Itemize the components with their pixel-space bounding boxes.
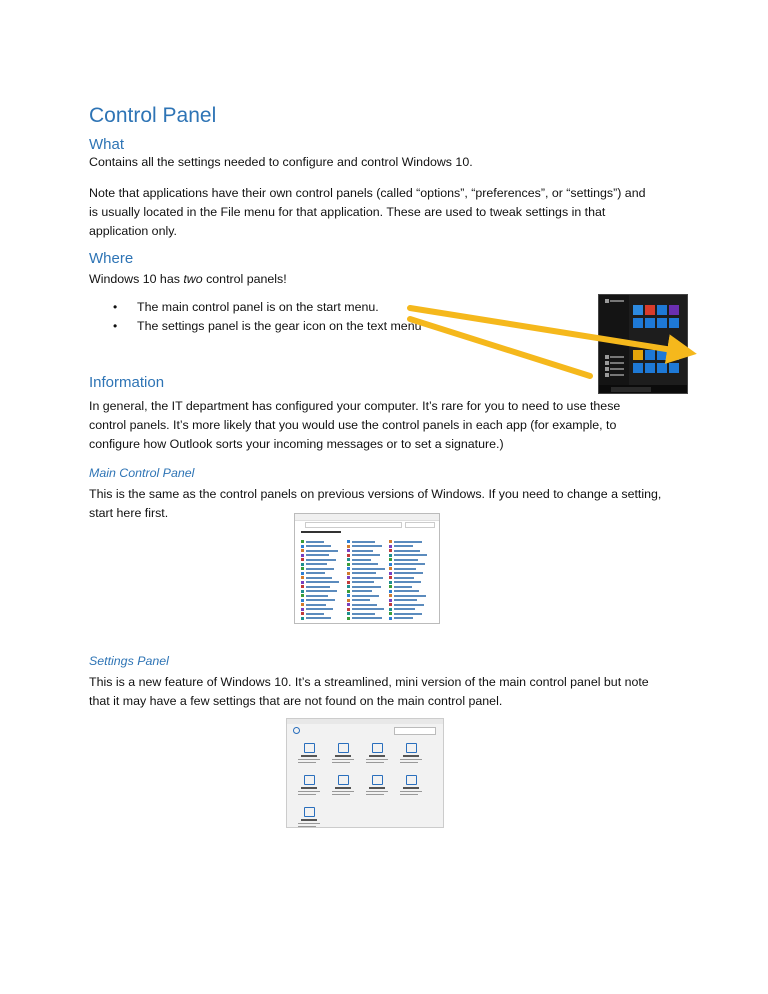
what-paragraph-2-line-3: application only.: [89, 224, 177, 238]
cp-item-icon: [301, 572, 304, 575]
cp-item-label: [394, 608, 415, 610]
cp-item-label: [306, 608, 333, 610]
cp-item-label: [352, 541, 375, 543]
main-cp-line-1: This is the same as the control panels on previous versions of Windows. If you need to change a setting,: [89, 487, 662, 501]
cp-item-label: [394, 568, 416, 570]
cp-item-icon: [301, 581, 304, 584]
page-title: Control Panel: [89, 104, 217, 127]
settings-category-icon: [304, 807, 315, 817]
information-line-1: In general, the IT department has configured your computer. It’s rare for you to need to use these: [89, 399, 621, 413]
cp-item-icon: [347, 608, 350, 611]
cp-item-label: [306, 563, 327, 565]
cp-item-icon: [347, 567, 350, 570]
cp-item-icon: [347, 599, 350, 602]
settings-category-label: [301, 819, 317, 821]
settings-category-description: [298, 762, 316, 763]
cp-item-icon: [389, 545, 392, 548]
cp-item-label: [352, 563, 378, 565]
settings-category-description: [298, 794, 316, 795]
cp-item-label: [394, 590, 419, 592]
settings-category-label: [403, 787, 419, 789]
cp-item-label: [394, 586, 412, 588]
cp-item-label: [306, 617, 331, 619]
cp-item-icon: [389, 567, 392, 570]
cp-item-icon: [389, 599, 392, 602]
cp-item-label: [306, 577, 332, 579]
settings-category-description: [400, 762, 418, 763]
cp-item-label: [394, 559, 418, 561]
taskbar-search: [611, 387, 651, 392]
cp-item-label: [306, 604, 326, 606]
settings-category-icon: [406, 775, 417, 785]
taskbar: [599, 385, 687, 393]
settings-category-description: [366, 762, 384, 763]
cp-item-icon: [389, 540, 392, 543]
cp-item-label: [394, 581, 421, 583]
cp-item-icon: [347, 617, 350, 620]
cp-item-label: [394, 617, 413, 619]
cp-item-icon: [301, 558, 304, 561]
cp-item-label: [306, 572, 325, 574]
where-intro-after: control panels!: [202, 272, 287, 286]
cp-item-label: [352, 613, 375, 615]
settings-category-icon: [304, 775, 315, 785]
cp-item-label: [306, 568, 334, 570]
cp-item-icon: [347, 590, 350, 593]
settings-category-description: [400, 794, 418, 795]
cp-item-icon: [389, 576, 392, 579]
cp-item-icon: [347, 603, 350, 606]
settings-category-description: [366, 794, 384, 795]
window-titlebar: [295, 514, 439, 521]
cp-item-label: [394, 595, 426, 597]
cp-item-label: [306, 550, 338, 552]
cp-item-label: [352, 545, 382, 547]
settings-search-box: [394, 727, 436, 735]
cp-item-icon: [301, 567, 304, 570]
section-heading-information: Information: [89, 374, 165, 391]
cp-item-icon: [301, 590, 304, 593]
settings-category-description: [366, 759, 388, 760]
cp-item-icon: [389, 563, 392, 566]
cp-item-label: [306, 541, 324, 543]
cp-item-icon: [347, 554, 350, 557]
cp-item-icon: [301, 617, 304, 620]
settings-category-icon: [338, 775, 349, 785]
settings-category-icon: [372, 775, 383, 785]
cp-item-icon: [389, 558, 392, 561]
cp-item-icon: [301, 554, 304, 557]
section-heading-where: Where: [89, 250, 134, 267]
cp-item-icon: [389, 572, 392, 575]
cp-item-icon: [389, 590, 392, 593]
cp-item-icon: [389, 608, 392, 611]
cp-item-icon: [347, 594, 350, 597]
cp-item-icon: [389, 612, 392, 615]
cp-item-label: [306, 595, 328, 597]
address-bar: [305, 522, 402, 528]
cp-item-label: [306, 590, 337, 592]
cp-item-icon: [389, 603, 392, 606]
cp-item-label: [352, 577, 383, 579]
cp-item-label: [352, 590, 372, 592]
cp-item-icon: [389, 581, 392, 584]
window-titlebar: [287, 719, 443, 724]
cp-item-label: [306, 554, 329, 556]
cp-item-label: [352, 595, 379, 597]
settings-category-description: [298, 791, 320, 792]
settings-line-1: This is a new feature of Windows 10. It’s a streamlined, mini version of the main control panel but note: [89, 675, 649, 689]
where-intro-before: Windows 10 has: [89, 272, 184, 286]
cp-item-label: [394, 577, 414, 579]
settings-category-label: [301, 755, 317, 757]
cp-item-icon: [347, 563, 350, 566]
cp-item-label: [306, 586, 330, 588]
cp-item-icon: [347, 572, 350, 575]
cp-item-label: [394, 599, 417, 601]
where-bullet-list: [113, 298, 421, 336]
cp-item-icon: [301, 549, 304, 552]
settings-category-description: [332, 791, 354, 792]
settings-category-description: [366, 791, 388, 792]
settings-category-description: [332, 762, 350, 763]
cp-item-label: [352, 568, 385, 570]
subheading-settings-panel: Settings Panel: [89, 654, 169, 668]
cp-item-icon: [301, 576, 304, 579]
subheading-main-control-panel: Main Control Panel: [89, 466, 195, 480]
arrows-overlay: [400, 300, 700, 380]
cp-item-label: [394, 550, 420, 552]
settings-category-icon: [372, 743, 383, 753]
cp-item-label: [352, 604, 377, 606]
cp-item-icon: [301, 585, 304, 588]
gear-icon: [293, 727, 300, 734]
information-line-2: control panels. It’s more likely that you would use the control panels in each app (for example, to: [89, 418, 617, 432]
settings-category-icon: [304, 743, 315, 753]
cp-item-label: [394, 545, 413, 547]
cp-item-icon: [301, 540, 304, 543]
cp-item-icon: [347, 558, 350, 561]
cp-item-icon: [347, 545, 350, 548]
settings-line-2: that it may have a few settings that are not found on the main control panel.: [89, 694, 503, 708]
settings-category-description: [332, 759, 354, 760]
cp-item-icon: [301, 599, 304, 602]
search-box: [405, 522, 435, 528]
settings-category-icon: [406, 743, 417, 753]
cp-item-icon: [389, 554, 392, 557]
main-cp-line-2: start here first.: [89, 506, 169, 520]
cp-item-label: [352, 608, 384, 610]
settings-screenshot: [286, 718, 444, 828]
settings-category-description: [400, 759, 422, 760]
cp-item-icon: [389, 617, 392, 620]
cp-item-icon: [301, 545, 304, 548]
settings-category-description: [298, 823, 320, 824]
settings-category-label: [335, 755, 351, 757]
cp-item-icon: [301, 612, 304, 615]
what-paragraph-1: Contains all the settings needed to configure and control Windows 10.: [89, 155, 473, 169]
information-line-3: configure how Outlook sorts your incoming messages or to set a signature.): [89, 437, 504, 451]
cp-item-label: [352, 599, 370, 601]
what-paragraph-2-line-1: Note that applications have their own control panels (called “options”, “preferences”, or “settings”) and: [89, 186, 646, 200]
cp-item-icon: [347, 576, 350, 579]
cp-item-label: [306, 559, 336, 561]
cp-item-label: [394, 572, 423, 574]
cp-item-label: [352, 559, 371, 561]
settings-category-description: [332, 794, 350, 795]
cp-item-label: [352, 586, 381, 588]
arrow-to-gear: [410, 319, 590, 376]
cp-item-icon: [347, 585, 350, 588]
settings-category-label: [335, 787, 351, 789]
cp-item-label: [394, 554, 427, 556]
what-paragraph-2-line-2: is usually located in the File menu for that application. These are used to tweak settings in that: [89, 205, 606, 219]
list-item: • The main control panel is on the start menu.: [113, 298, 421, 317]
cp-item-label: [352, 554, 380, 556]
cp-item-label: [394, 604, 424, 606]
settings-category-label: [369, 787, 385, 789]
where-intro: [89, 270, 287, 289]
cp-item-label: [352, 617, 382, 619]
cp-item-icon: [347, 540, 350, 543]
cp-item-icon: [347, 549, 350, 552]
cp-item-label: [306, 599, 335, 601]
cp-item-icon: [389, 585, 392, 588]
cp-item-label: [352, 572, 376, 574]
cp-item-label: [394, 613, 422, 615]
settings-category-label: [369, 755, 385, 757]
settings-category-icon: [338, 743, 349, 753]
settings-category-description: [400, 791, 422, 792]
list-item: • The settings panel is the gear icon on the text menu: [113, 317, 421, 336]
section-heading-what: What: [89, 136, 125, 153]
where-intro-emphasis: two: [183, 272, 203, 286]
cp-item-label: [394, 541, 422, 543]
settings-category-label: [301, 787, 317, 789]
cp-item-label: [306, 581, 339, 583]
cp-item-label: [394, 563, 425, 565]
cp-item-label: [306, 545, 331, 547]
cp-item-label: [306, 613, 324, 615]
cp-item-label: [352, 581, 374, 583]
settings-category-description: [298, 759, 320, 760]
control-panel-screenshot: [294, 513, 440, 624]
cp-item-icon: [301, 594, 304, 597]
cp-item-icon: [301, 603, 304, 606]
settings-category-description: [298, 826, 316, 827]
cp-heading: [301, 531, 341, 533]
cp-item-icon: [389, 594, 392, 597]
cp-item-icon: [347, 581, 350, 584]
cp-item-icon: [301, 563, 304, 566]
settings-category-label: [403, 755, 419, 757]
cp-item-icon: [301, 608, 304, 611]
cp-item-label: [352, 550, 373, 552]
cp-item-icon: [389, 549, 392, 552]
cp-item-icon: [347, 612, 350, 615]
